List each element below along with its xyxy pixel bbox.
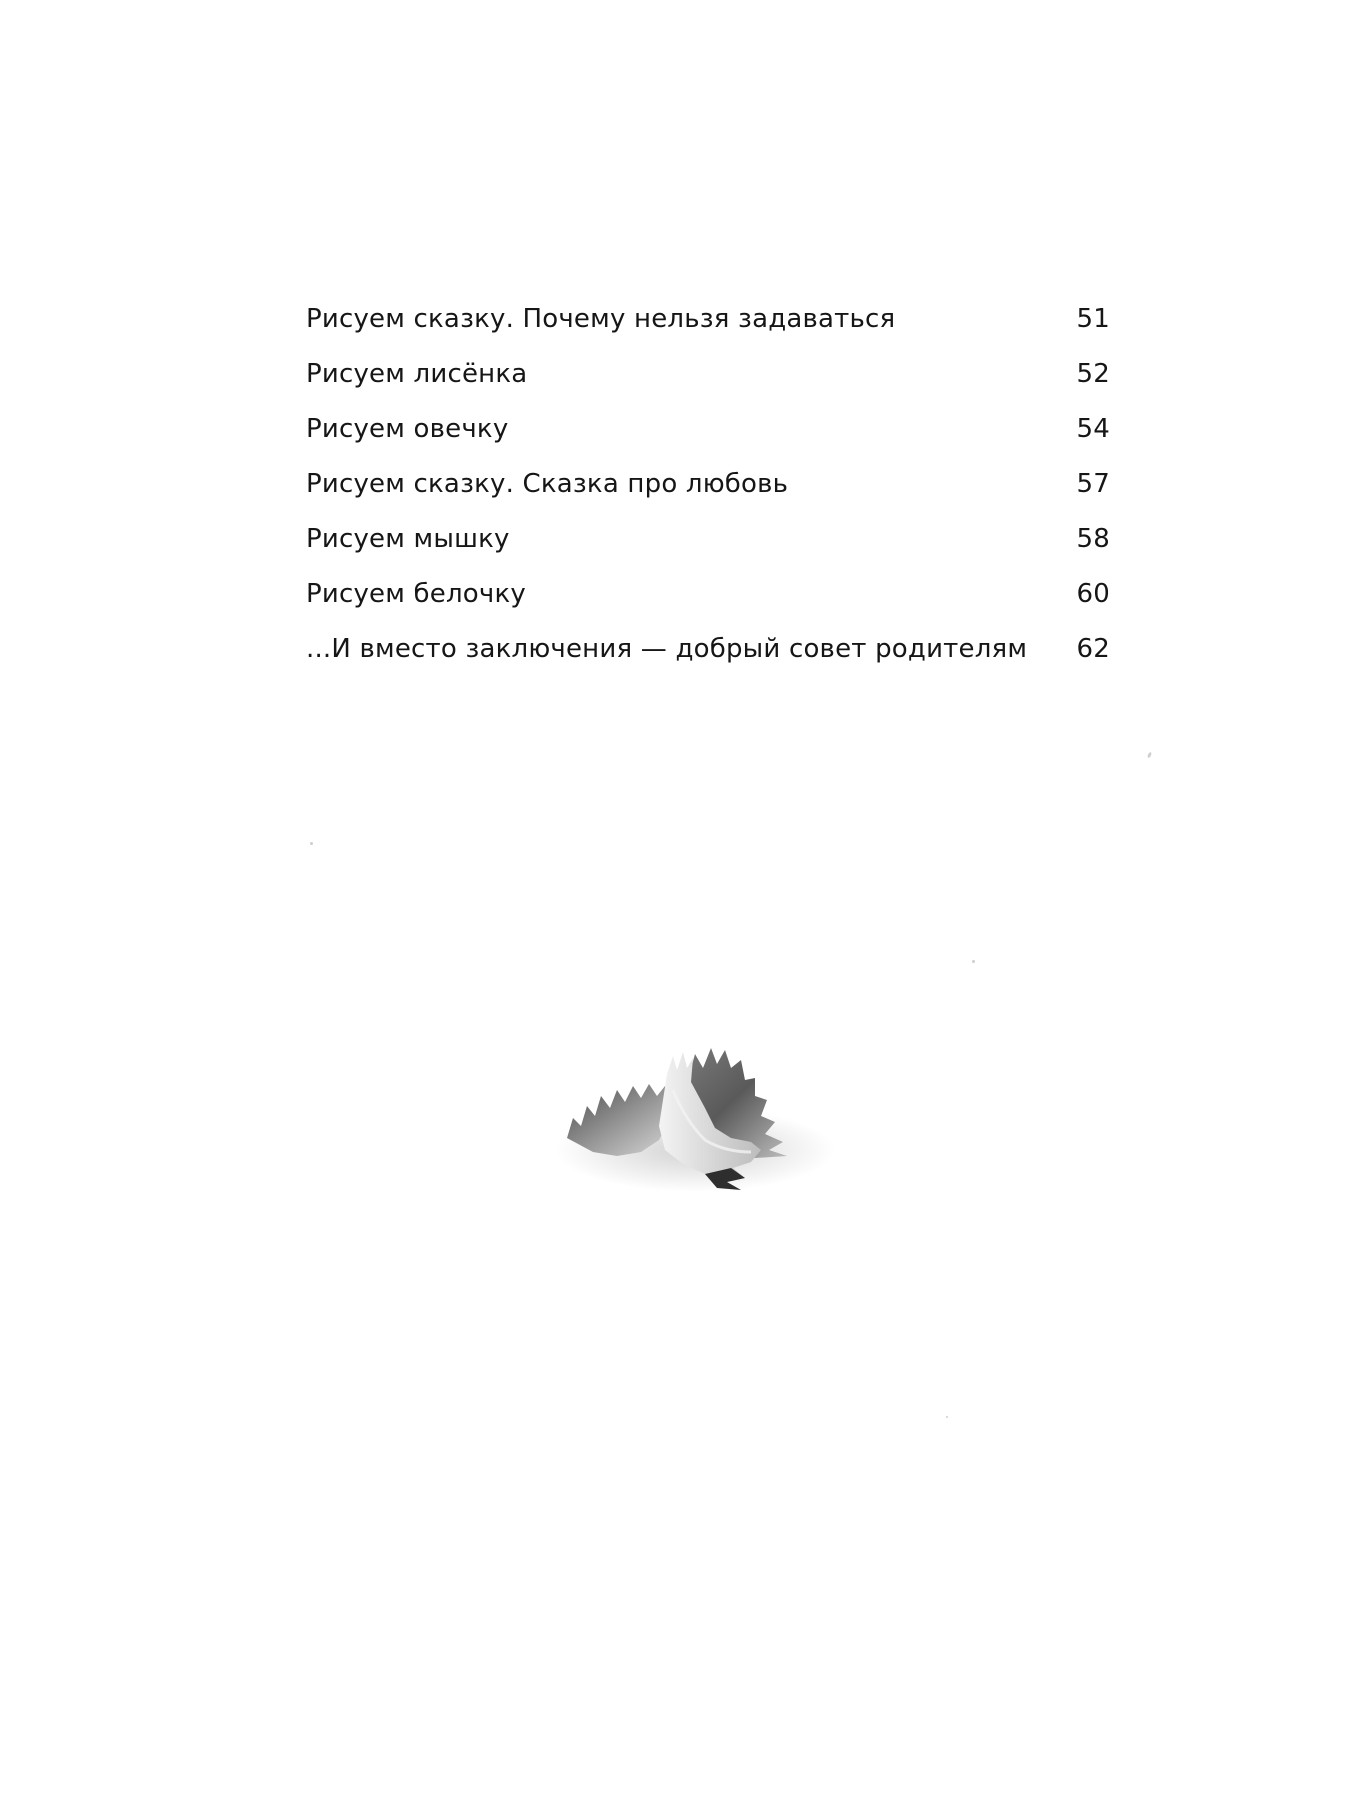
- toc-entry-title: Рисуем белочку: [306, 579, 526, 609]
- toc-entry-title: Рисуем сказку. Сказка про любовь: [306, 469, 789, 499]
- toc-entry-title: Рисуем овечку: [306, 414, 509, 444]
- toc-entry-title: ...И вместо заключения — добрый совет родителям: [306, 634, 1028, 664]
- paper-speck: [1147, 752, 1152, 759]
- toc-entry-page: 54: [1076, 414, 1110, 444]
- toc-entry-page: 57: [1076, 469, 1110, 499]
- toc-entry-page: 58: [1076, 524, 1110, 554]
- toc-entry[interactable]: [306, 292, 1110, 347]
- toc-entry[interactable]: [306, 512, 1110, 567]
- paper-speck: [310, 842, 313, 845]
- toc-entry[interactable]: [306, 457, 1110, 512]
- table-of-contents: [306, 292, 1110, 677]
- toc-entry[interactable]: [306, 402, 1110, 457]
- toc-entry-page: 51: [1076, 304, 1110, 334]
- toc-entry-page: 60: [1076, 579, 1110, 609]
- paper-speck: [972, 960, 975, 963]
- toc-entry-title: Рисуем лисёнка: [306, 359, 528, 389]
- toc-entry-page: 62: [1076, 634, 1110, 664]
- toc-entry-title: Рисуем мышку: [306, 524, 510, 554]
- paper-speck: [946, 1416, 948, 1418]
- toc-entry[interactable]: [306, 347, 1110, 402]
- toc-entry[interactable]: [306, 622, 1110, 677]
- toc-entry-page: 52: [1076, 359, 1110, 389]
- pencil-shavings-icon: [555, 1030, 855, 1210]
- toc-entry-title: Рисуем сказку. Почему нельзя задаваться: [306, 304, 896, 334]
- toc-entry[interactable]: [306, 567, 1110, 622]
